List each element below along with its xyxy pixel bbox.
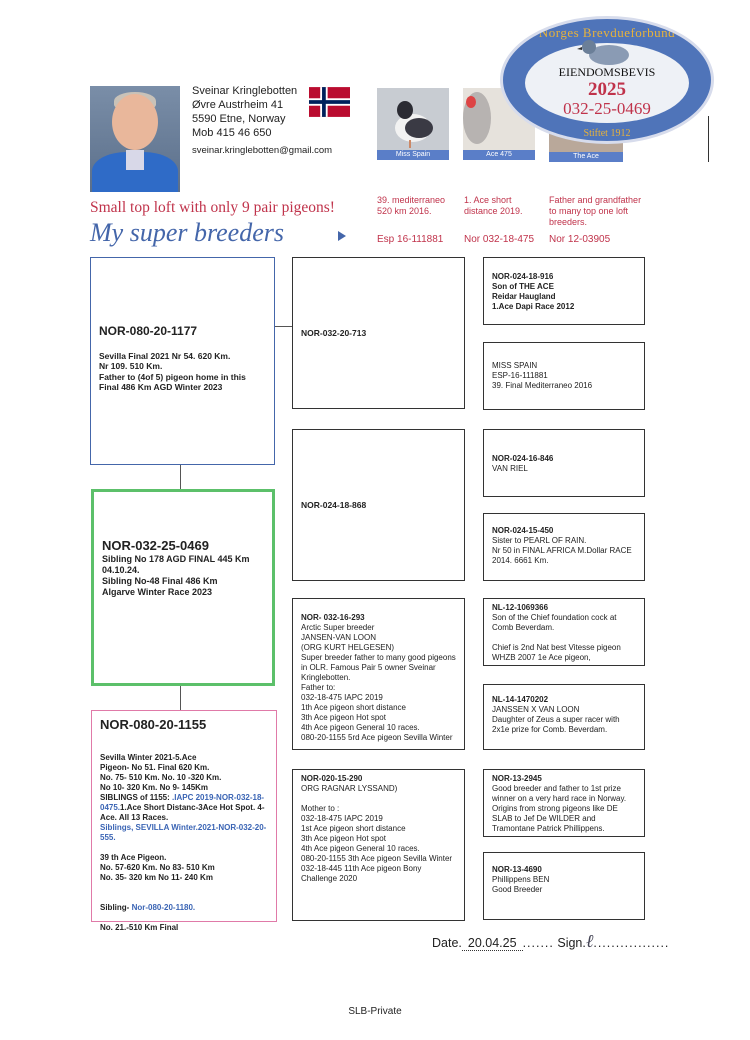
breeder-caption: The Ace: [549, 152, 623, 162]
date-label: Date.: [432, 936, 462, 950]
owner-phone: Mob 415 46 650: [192, 127, 272, 139]
great-grandparent-id: NOR-13-2945: [492, 774, 542, 783]
great-grandparent-id: NOR-024-16-846: [492, 454, 554, 463]
great-grandparent-text: Good breeder and father to 1st prize winner on a very hard race in Norway. Origins from strong pigeons like DE SLAB to Jef De WILDER and Tramontane Patrick Phillippens.: [492, 784, 627, 833]
great-grandparent-box: [483, 684, 645, 750]
owner-address-line1: Øvre Austrheim 41: [192, 99, 284, 111]
dam-id: NOR-080-20-1155: [100, 717, 207, 732]
footer-label: SLB-Private: [348, 1006, 402, 1017]
dam-blue-a: .IAPC 2019-NOR-032-18-0475.: [100, 793, 265, 812]
grandparent-text: ORG RAGNAR LYSSAND) Mother to : 032-18-475 IAPC 2019 1st Ace pigeon short distance 3th Ace pigeon Hot spot 4th Ace pigeon General 10 races. 080-20-1155 3th Ace pigeon Sevilla Winter 032-18-445 11th Ace pigeon Bony Challenge 2020: [301, 784, 453, 883]
great-grandparent-box: [483, 852, 645, 920]
grandparent-box: [292, 429, 465, 581]
great-grandparent-id: MISS SPAIN: [492, 361, 538, 370]
great-grandparent-box: [483, 513, 645, 581]
breeder-id-1: Esp 16-111881: [377, 234, 444, 245]
subject-box: [91, 489, 275, 686]
breeder-id-3: Nor 12-03905: [549, 234, 611, 245]
grandparent-id: NOR- 032-16-293: [301, 613, 365, 622]
dam-text-c: 39 th Ace Pigeon. No. 57-620 Km. No 83- 510 Km No. 35- 320 km No 11- 240 Km: [100, 853, 215, 882]
sire-id: NOR-080-20-1177: [99, 324, 198, 338]
breeder-text-3: Father and grandfather to many top one loft breeders.: [549, 195, 642, 227]
dam-sibling-id: Nor-080-20-1180.: [131, 903, 196, 912]
breeder-id-2: Nor 032-18-475: [464, 234, 535, 245]
stamp-ring: 032-25-0469: [563, 99, 651, 118]
great-grandparent-box: [483, 342, 645, 410]
ownership-stamp: [500, 16, 714, 144]
great-grandparent-text: ESP-16-111881 39. Final Mediterraneo 2016: [492, 371, 593, 390]
stamp-label: EIENDOMSBEVIS: [558, 65, 656, 79]
great-grandparent-text: Phillippens BEN Good Breeder: [492, 875, 550, 894]
great-grandparent-box: [483, 257, 645, 325]
great-grandparent-id: NOR-024-15-450: [492, 526, 554, 535]
great-grandparent-text: Son of THE ACE Reidar Haugland 1.Ace Dapi Race 2012: [492, 282, 575, 311]
pigeon-icon: [377, 88, 449, 150]
edge-mark: [708, 116, 709, 162]
great-grandparent-id: NL-12-1069366: [492, 603, 549, 612]
breeder-caption: Miss Spain: [377, 150, 449, 160]
stamp-year: 2025: [588, 79, 626, 100]
owner-email: sveinar.kringlebotten@gmail.com: [192, 145, 333, 156]
breeder-text-1: 39. mediterraneo 520 km 2016.: [377, 195, 446, 216]
great-grandparent-text: VAN RIEL: [492, 464, 528, 473]
norway-flag-icon: [309, 87, 350, 117]
great-grandparent-box: [483, 769, 645, 837]
signature-line: Date. 20.04.25 ....... Sign.ℓ.................: [432, 931, 670, 951]
grandparent-text: Arctic Super breeder JANSEN-VAN LOON (ORG KURT HELGESEN) Super breeder father to many good pigeons in OLR. Famous Pair 5 owner Sveinar Kringlebotten. Father to: 032-18-475 IAPC 2019 1th Ace pigeon short distance 3th Ace pigeon Hot spot 4th Ace pigeon General 10 races. 080-20-1155 5rd Ace pigeon Sevilla Winter: [301, 623, 456, 742]
grandparent-id: NOR-032-20-713: [301, 328, 367, 338]
subject-text: Sibling No 178 AGD FINAL 445 Km 04.10.24. Sibling No-48 Final 486 Km Algarve Winter Race 2023: [102, 554, 250, 597]
dam-text-b: 1.Ace Short Distanc-3Ace Hot Spot. 4-Ace. All 13 Races.: [100, 803, 265, 822]
sire-box: [90, 257, 275, 465]
owner-address-line2: 5590 Etne, Norway: [192, 113, 286, 125]
owner-name: Sveinar Kringlebotten: [192, 85, 298, 97]
sire-text: Sevilla Final 2021 Nr 54. 620 Km. Nr 109. 510 Km. Father to (4of 5) pigeon home in this Final 486 Km AGD Winter 2023: [99, 350, 246, 392]
arrow-right-icon: [338, 231, 346, 241]
stamp-founded: Stiftet 1912: [583, 128, 631, 139]
owner-photo: [90, 86, 180, 192]
breeder-caption: Ace 475: [463, 150, 535, 160]
grandparent-id: NOR-024-18-868: [301, 500, 367, 510]
dam-text-a: Sevilla Winter 2021-5.Ace Pigeon- No 51. Final 620 Km. No. 75- 510 Km. No. 10 -320 Km. No 10- 320 Km. No 9- 145Km SIBLINGS of 1155:: [100, 753, 222, 802]
great-grandparent-text: Sister to PEARL OF RAIN. Nr 50 in FINAL AFRICA M.Dollar RACE 2014. 6661 Km.: [492, 536, 632, 565]
dam-sibling-label: Sibling-: [100, 903, 132, 912]
sign-label: Sign.: [557, 936, 586, 950]
great-grandparent-id: NOR-024-18-916: [492, 272, 554, 281]
great-grandparent-box: [483, 429, 645, 497]
grandparent-box: [292, 769, 465, 921]
great-grandparent-text: JANSSEN X VAN LOON Daughter of Zeus a super racer with 2x1e prize for Comb. Beverdam.: [492, 705, 620, 734]
great-grandparent-id: NOR-13-4690: [492, 865, 542, 874]
tagline: Small top loft with only 9 pair pigeons!: [90, 199, 335, 216]
great-grandparent-box: [483, 598, 645, 666]
pigeon-icon: [575, 33, 633, 69]
grandparent-id: NOR-020-15-290: [301, 774, 363, 783]
signature-mark: ℓ: [585, 931, 594, 951]
grandparent-box: [292, 257, 465, 409]
subject-id: NOR-032-25-0469: [102, 538, 209, 553]
great-grandparent-text: Son of the Chief foundation cock at Comb Beverdam. Chief is 2nd Nat best Vitesse pigeon WHZB 2007 1e Ace pigeon,: [492, 613, 621, 662]
dam-blue-b: Siblings, SEVILLA Winter.2021-NOR-032-20-555.: [100, 823, 267, 842]
date-value: 20.04.25: [462, 936, 523, 951]
grandparent-box: [292, 598, 465, 750]
great-grandparent-id: NL-14-1470202: [492, 695, 549, 704]
dam-text-d: No. 21.-510 Km Final: [100, 923, 179, 932]
stamp-org: Norges Brevdueforbund: [538, 25, 676, 40]
page-title: My super breeders: [90, 218, 284, 247]
breeder-photo-1: [377, 88, 449, 160]
breeder-text-2: 1. Ace short distance 2019.: [464, 195, 523, 216]
dam-box: [91, 710, 277, 932]
